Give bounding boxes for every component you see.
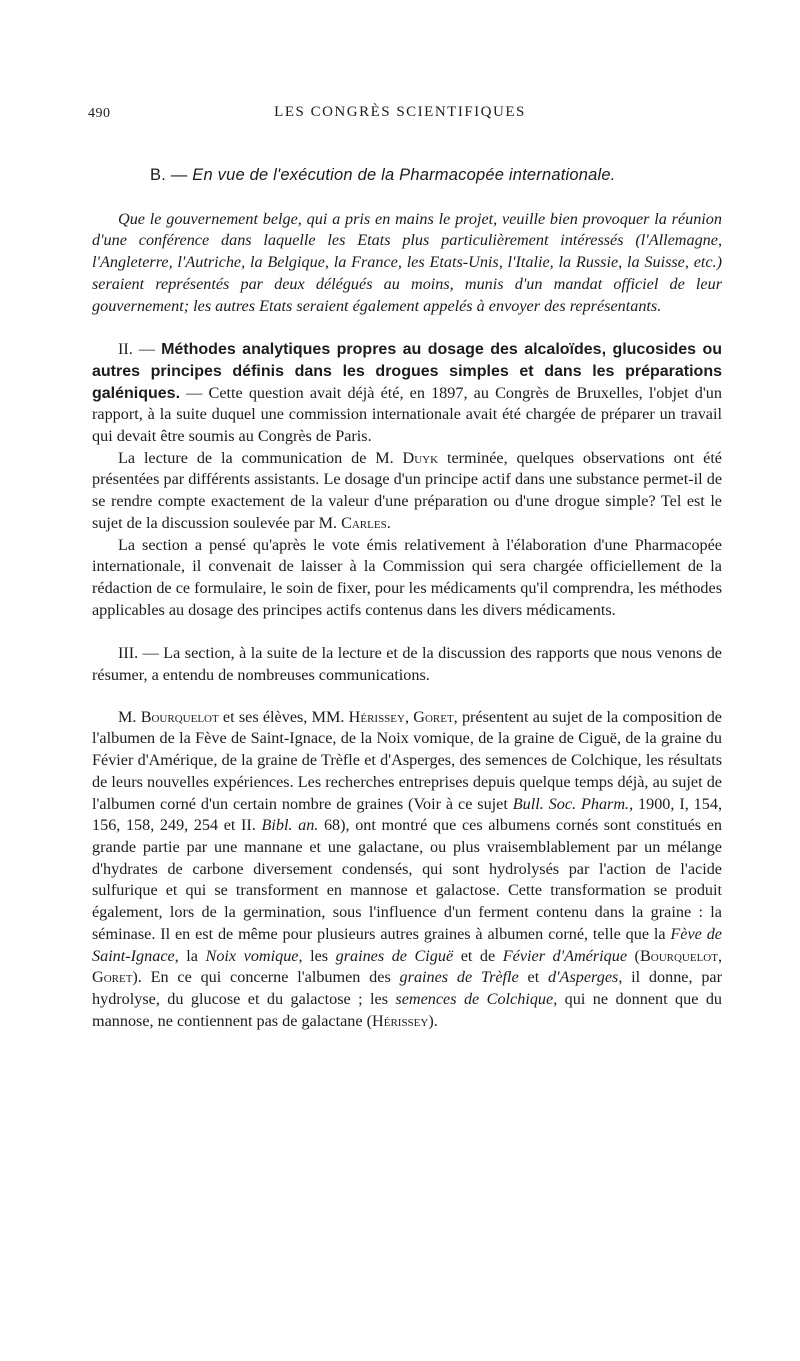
text-run: , 1900, I, 154, 156, 158, 249, 254 et II.: [92, 794, 722, 835]
author-name: Bourquelot: [639, 946, 718, 965]
section-ii-title: Méthodes analytiques propres au dosage des alcaloïdes, glucosides ou autres principes définis dans les drogues simples et dans les préparations galéniques.: [92, 341, 722, 402]
text-run: , qui ne donnent que du mannose, ne contiennent pas de galactane (: [92, 989, 723, 1030]
italic-term: semences de Colchique: [395, 989, 554, 1008]
page-number: 490: [88, 106, 111, 121]
text-run: La lecture de la communication de M.: [118, 448, 403, 467]
running-head: LES CONGRÈS SCIENTIFIQUES: [274, 104, 526, 120]
section-b-title: En vue de l'exécution de la Pharmacopée internationale.: [192, 166, 616, 184]
text-run: et de: [453, 946, 503, 965]
text-run: ).: [428, 1011, 438, 1030]
section-iii-paragraph-2: [92, 707, 722, 1033]
section-ii-paragraph-1: [92, 339, 722, 448]
section-ii-text: — Cette question avait déjà été, en 1897, au Congrès de Bruxelles, l'objet d'un rapport, à la suite duquel une commission internationale avait été chargée de préparer un travail qui devait être soumis au Congrès de Paris.: [92, 383, 722, 446]
text-run: , il donne, par hydrolyse, du glucose et du galactose ; les: [92, 968, 722, 1008]
author-name: Hérissey: [372, 1011, 429, 1030]
italic-term: graines de Trèfle: [399, 968, 519, 987]
italic-term: graines de Ciguë: [335, 946, 454, 965]
section-ii-paragraph-3: La section a pensé qu'après le vote émis relativement à l'élaboration d'une Pharmacopée internationale, il convenait de laisser à la Commission qui sera chargée officiellement de la rédaction de ce formulaire, le soin de fixer, pour les médicaments qu'il comprendra, les méthodes applicables au dosage des principes actifs contenus dans les divers médicaments.: [92, 535, 722, 619]
author-name: Duyk: [402, 448, 439, 467]
text-run: ). En ce qui concerne l'albumen des: [132, 968, 400, 987]
text-run: 68), ont montré que ces albumens cornés sont constitués en grande partie par une mannane et une galactane, ou plus vraisemblablement par un mélange d'hydrates de carbone diversement condensés, qui sont hydrolysés par l'action de l'acide sulfurique et qui se transforment en mannose et galactose. Cette transformation se produit également, lors de la germination, sous l'influence d'un ferment contenu dans la graine : la séminase. Il en est de même pour plusieurs autres graines à albumen corné, telle que la: [92, 816, 722, 943]
text-run: et ses élèves, MM.: [218, 707, 349, 726]
section-ii-numeral: II. —: [118, 340, 162, 359]
text-run: terminée, quelques observations ont été présentées par différents assistants. Le dosage d'un principe actif dans une substance permet-il de se rendre compte exactement de la valeur d'une préparation ou d'une drogue simple? Tel est le sujet de la discussion soulevée par M.: [92, 448, 722, 532]
section-b-heading: [150, 165, 722, 187]
text-run: M.: [118, 707, 141, 726]
section-iii-paragraph-1: III. — La section, à la suite de la lecture et de la discussion des rapports que nous venons de résumer, a entendu de nombreuses communications.: [92, 644, 722, 685]
author-name: Hérissey: [348, 707, 405, 726]
author-name: Bourquelot: [140, 707, 219, 726]
section-b-paragraph: Que le gouvernement belge, qui a pris en mains le projet, veuille bien provoquer la réunion d'une conférence dans laquelle les Etats plus particulièrement intéressés (l'Allemagne, l'Angleterre, l'Autriche, la Belgique, la France, les Etats-Unis, l'Italie, la Russie, la Suisse, etc.) seraient représentés par deux délégués au moins, munis d'un mandat officiel de leur gouvernement; les autres Etats seraient également appelés à envoyer des représentants.: [92, 209, 722, 315]
text-run: ,: [717, 946, 723, 965]
section-b-letter: B. —: [150, 166, 193, 184]
text-run: (: [627, 946, 640, 965]
reference: Bull. Soc. Pharm.: [512, 794, 630, 813]
italic-term: d'Asperges: [548, 968, 619, 987]
text-run: , les: [298, 946, 336, 965]
text-run: ,: [404, 707, 414, 726]
italic-term: Noix vomique: [205, 946, 299, 965]
text-run: , la: [174, 946, 206, 965]
author-name: Goret: [92, 968, 133, 987]
text-run: , présentent au sujet de la composition de l'albumen de la Fève de Saint-Ignace, de la Noix vomique, de la graine de Ciguë, de la graine du Févier d'Amérique, de la graine de Trèfle et d'Asperges, des semences de Colchique, les résultats de leurs nouvelles expériences. Les recherches entreprises depuis quelque temps déjà, au sujet de l'albumen corné d'un certain nombre de graines (Voir à ce sujet: [92, 707, 722, 813]
text-run: .: [386, 513, 391, 532]
section-ii-paragraph-2: [92, 448, 722, 535]
italic-term: Févier d'Amérique: [502, 946, 628, 965]
page-body: [92, 165, 722, 1032]
italic-term: Fève de Saint-Ignace: [92, 924, 722, 965]
reference: Bibl. an.: [261, 816, 319, 835]
text-run: et: [518, 968, 548, 987]
author-name: Carles: [341, 513, 387, 532]
author-name: Goret: [413, 707, 454, 726]
